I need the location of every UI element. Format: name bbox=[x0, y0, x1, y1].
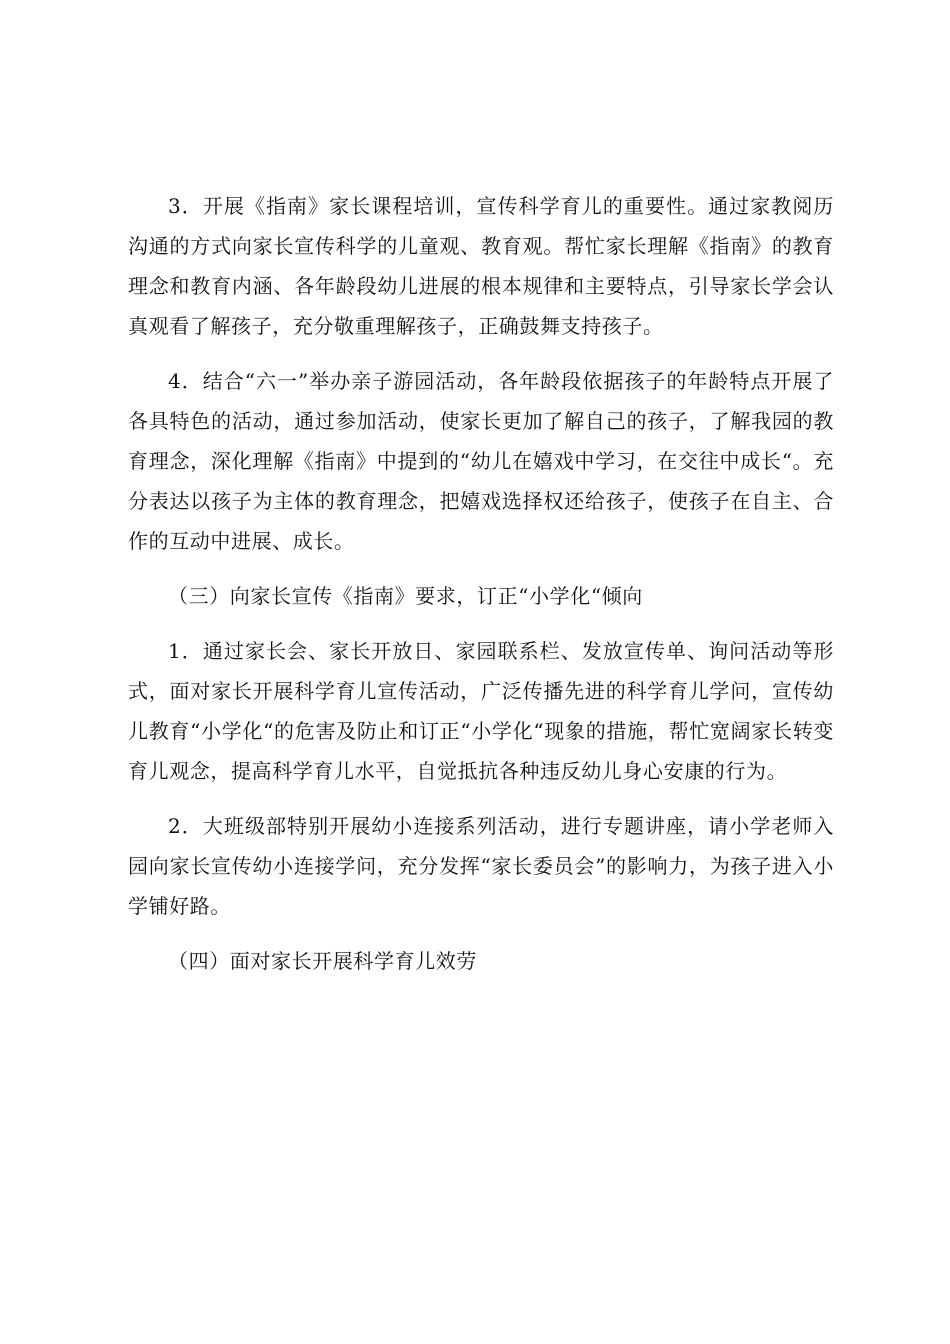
paragraph-guide-training: 3．开展《指南》家长课程培训，宣传科学育儿的重要性。通过家教阅历沟通的方式向家长宣传科学的儿童观、教育观。帮忙家长理解《指南》的教育理念和教育内涵、各年龄段幼儿进展的根本规律和主要特点，引导家长学会认真观看了解孩子，充分敬重理解孩子，正确鼓舞支持孩子。 bbox=[128, 194, 834, 338]
document-body bbox=[128, 186, 834, 981]
paragraph-parent-meetings: 1．通过家长会、家长开放日、家园联系栏、发放宣传单、询问活动等形式，面对家长开展科学育儿宣传活动，广泛传播先进的科学育儿学问，宣传幼儿教育“小学化“的危害及防止和订正“小学化“现象的措施，帮忙宽阔家长转变育儿观念，提高科学育儿水平，自觉抵抗各种违反幼儿身心安康的行为。 bbox=[128, 639, 834, 783]
section-heading-four: （四）面对家长开展科学育儿效劳 bbox=[168, 949, 477, 973]
paragraph-transition-activities: 2．大班级部特别开展幼小连接系列活动，进行专题讲座，请小学老师入园向家长宣传幼小连接学问，充分发挥“家长委员会”的影响力，为孩子进入小学铺好路。 bbox=[128, 814, 834, 918]
paragraph-children-day: 4．结合“六一”举办亲子游园活动，各年龄段依据孩子的年龄特点开展了各具特色的活动，通过参加活动，使家长更加了解自己的孩子，了解我园的教育理念，深化理解《指南》中提到的“幼儿在嬉戏中学习，在交往中成长“。充分表达以孩子为主体的教育理念，把嬉戏选择权还给孩子，使孩子在自主、合作的互动中进展、成长。 bbox=[128, 369, 834, 553]
section-heading-three: （三）向家长宣传《指南》要求，订正“小学化“倾向 bbox=[168, 584, 643, 608]
